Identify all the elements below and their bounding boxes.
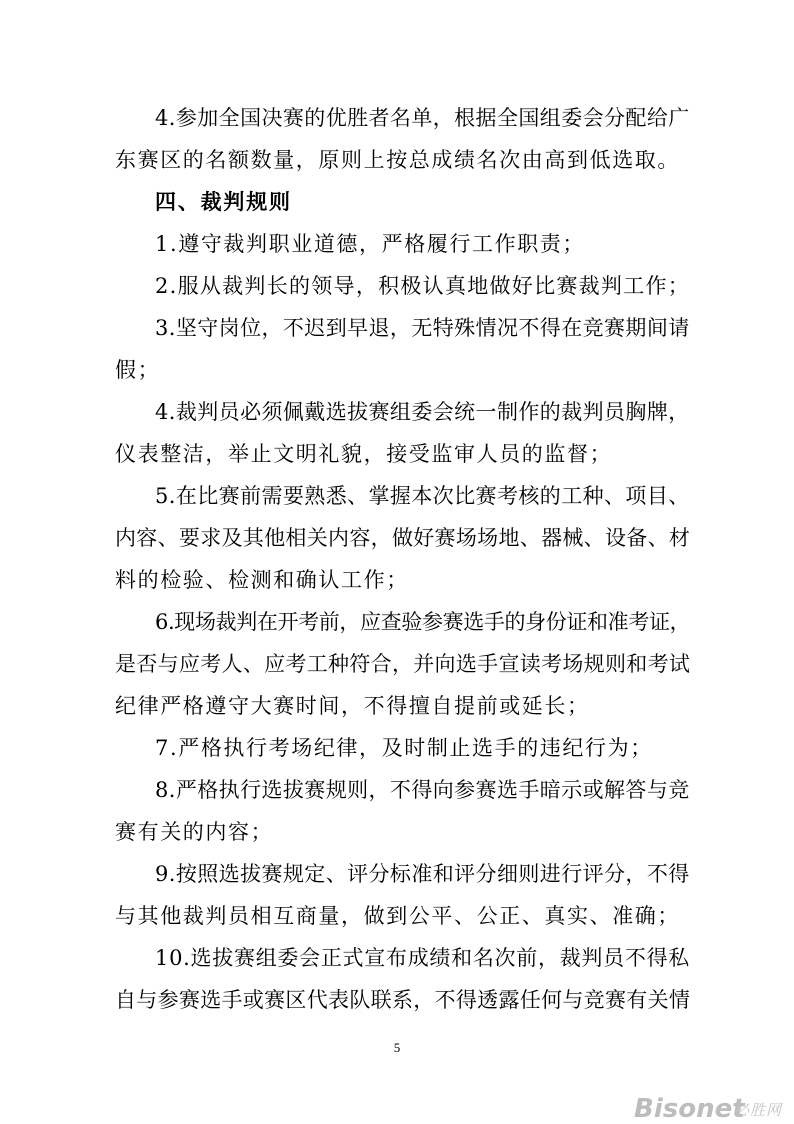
watermark-logo — [634, 1096, 794, 1123]
paragraph-line: 4.裁判员必须佩戴选拔赛组委会统一制作的裁判员胸牌， — [155, 400, 690, 424]
paragraph-line: 9.按照选拔赛规定、评分标准和评分细则进行评分，不得 — [155, 862, 690, 886]
paragraph-line: 1.遵守裁判职业道德，严格履行工作职责； — [155, 232, 586, 256]
paragraph-line: 7.严格执行考场纪律，及时制止选手的违纪行为； — [155, 736, 653, 760]
paragraph-line: 3.坚守岗位，不迟到早退，无特殊情况不得在竞赛期间请 — [155, 316, 690, 340]
paragraph-line: 料的检验、检测和确认工作； — [115, 568, 409, 592]
watermark-brand: Bisonet — [634, 1094, 745, 1124]
paragraph-line: 4.参加全国决赛的优胜者名单，根据全国组委会分配给广 — [155, 106, 690, 130]
page-number: 5 — [393, 1040, 401, 1055]
paragraph-line: 8.严格执行选拔赛规则，不得向参赛选手暗示或解答与竞 — [155, 778, 690, 802]
paragraph-line: 纪律严格遵守大赛时间，不得擅自提前或延长； — [115, 694, 590, 718]
paragraph-line: 10.选拔赛组委会正式宣布成绩和名次前，裁判员不得私 — [155, 946, 690, 970]
paragraph-line: 仪表整洁，举止文明礼貌，接受监审人员的监督； — [115, 442, 613, 466]
paragraph-line: 假； — [115, 358, 161, 382]
paragraph-line: 赛有关的内容； — [115, 820, 274, 844]
paragraph-line: 是否与应考人、应考工种符合，并向选手宣读考场规则和考试 — [115, 652, 691, 676]
section-heading: 四、裁判规则 — [155, 190, 292, 214]
paragraph-line: 自与参赛选手或赛区代表队联系，不得透露任何与竞赛有关情 — [115, 988, 691, 1012]
paragraph-line: 2.服从裁判长的领导，积极认真地做好比赛裁判工作； — [155, 274, 691, 298]
paragraph-line: 6.现场裁判在开考前，应查验参赛选手的身份证和准考证， — [155, 610, 691, 634]
paragraph-line: 与其他裁判员相互商量，做到公平、公正、真实、准确； — [115, 904, 680, 928]
paragraph-line: 5.在比赛前需要熟悉、掌握本次比赛考核的工种、项目、 — [155, 484, 690, 508]
paragraph-line: 内容、要求及其他相关内容，做好赛场场地、器械、设备、材 — [115, 526, 691, 550]
watermark-brand-cn: 必胜网 — [734, 1101, 783, 1119]
paragraph-line: 东赛区的名额数量，原则上按总成绩名次由高到低选取。 — [115, 148, 680, 172]
